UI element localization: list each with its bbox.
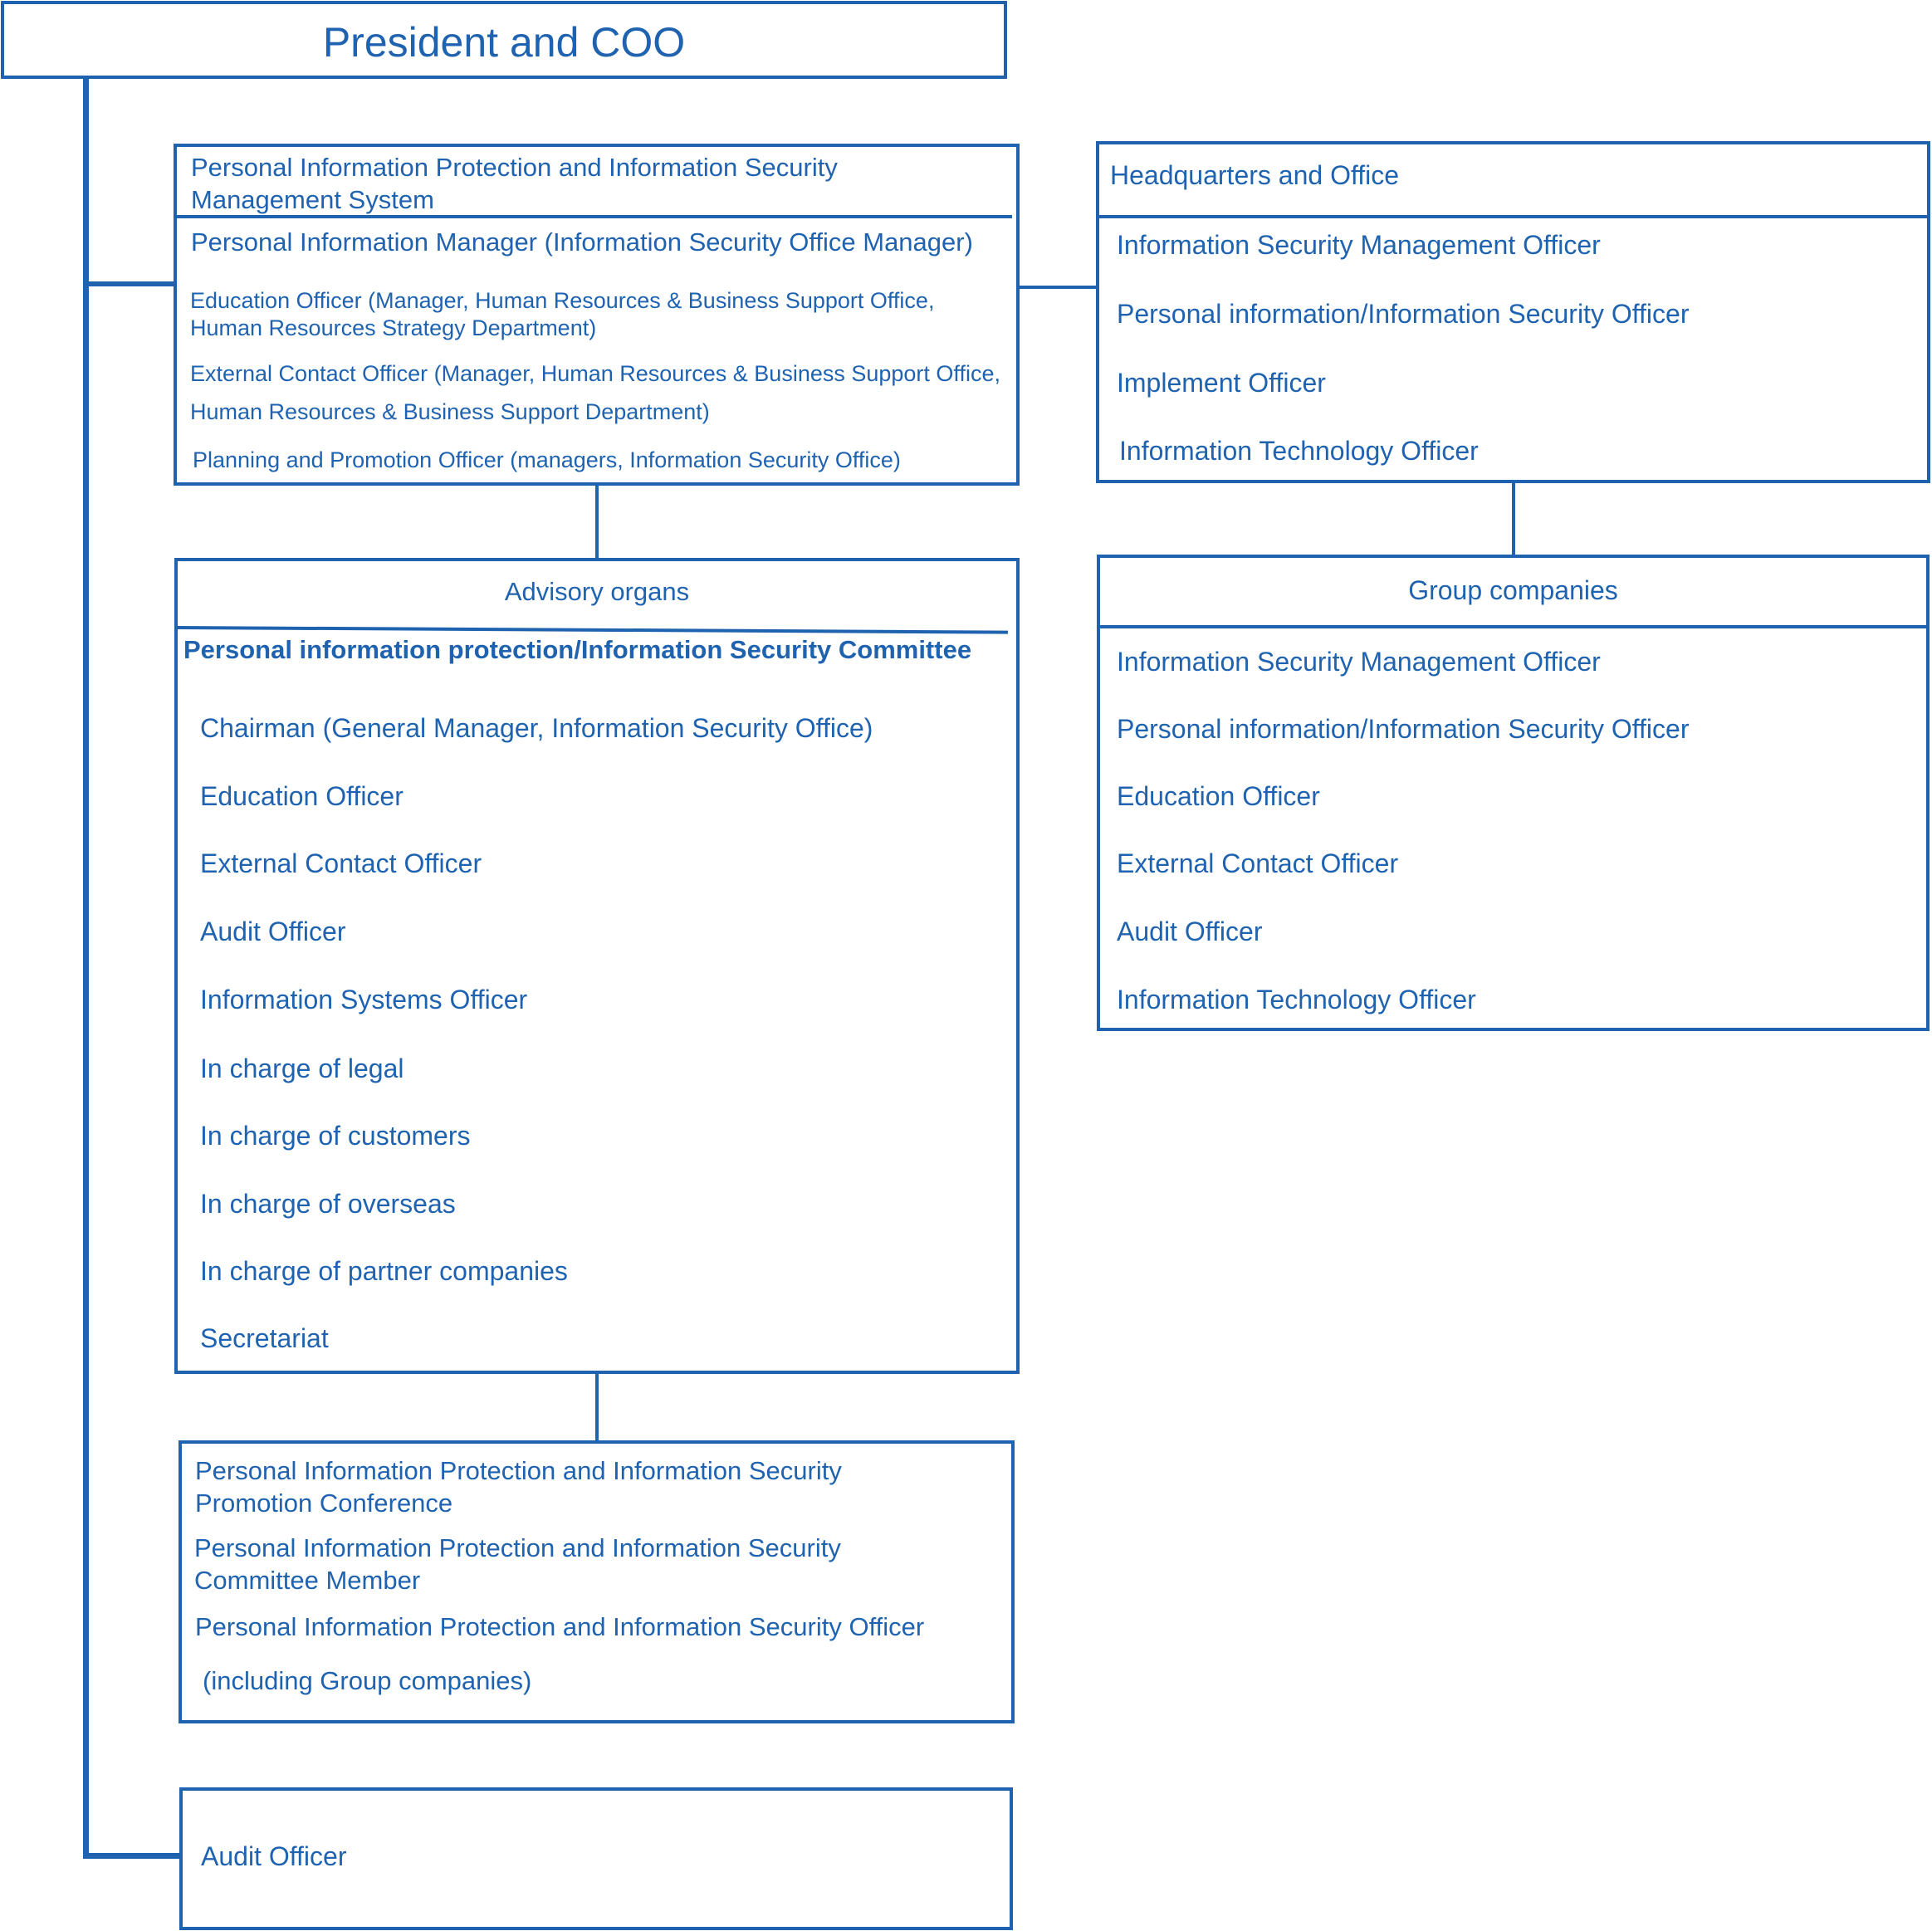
conference-item-committee-member-line2: Committee Member [194,1566,421,1595]
headquarters-item: Information Security Management Officer [1117,230,1601,260]
connector-management [83,281,176,286]
group-divider [1100,625,1926,628]
management-item-external-contact-officer: External Contact Officer (Manager, Human Resources & Business Support Office, [190,361,1000,386]
conference-item-promotion-conference-line2: Promotion Conference [195,1489,453,1518]
advisory-item: In charge of partner companies [200,1256,568,1286]
group-item: Information Security Management Officer [1117,647,1601,677]
connector-conference [595,1371,599,1441]
group-item: Audit Officer [1117,917,1263,946]
advisory-item: External Contact Officer [200,848,482,878]
conference-box [179,1440,1015,1723]
headquarters-box [1096,141,1930,483]
management-item-external-contact-officer-line2: Human Resources & Business Support Department) [190,399,710,424]
group-title: Group companies [1408,575,1618,605]
advisory-item: Education Officer [200,781,404,811]
conference-item-officer: Personal Information Protection and Information Security Officer [195,1612,925,1641]
group-item: External Contact Officer [1117,848,1399,878]
advisory-box [174,558,1020,1374]
advisory-item: Audit Officer [200,917,346,946]
advisory-item: Secretariat [200,1323,329,1353]
advisory-committee: Personal information protection/Information Security Committee [183,635,972,664]
management-item-personal-information-manager: Personal Information Manager (Information Security Office Manager) [191,227,973,257]
group-box [1097,555,1930,1031]
connector-advisory [595,484,599,560]
advisory-item: In charge of legal [200,1053,404,1083]
headquarters-divider [1099,215,1927,218]
advisory-item: Chairman (General Manager, Information Security Office) [200,713,873,743]
connector-group [1512,482,1515,556]
advisory-title: Advisory organs [504,577,690,606]
headquarters-title: Headquarters and Office [1110,160,1400,190]
management-item-planning-promotion-officer: Planning and Promotion Officer (managers, Information Security Office) [193,447,901,472]
conference-item-promotion-conference: Personal Information Protection and Information Security [195,1456,842,1485]
conference-item-committee-member: Personal Information Protection and Information Security [194,1533,841,1562]
management-item-education-officer: Education Officer (Manager, Human Resources & Business Support Office, [190,288,935,313]
advisory-item: In charge of overseas [200,1189,456,1219]
group-item: Personal information/Information Security Officer [1117,714,1690,744]
president-box [1,1,1007,79]
conference-note: (including Group companies) [203,1666,532,1695]
group-item: Information Technology Officer [1117,985,1476,1014]
management-item-education-officer-line2: Human Resources Strategy Department) [190,315,597,340]
advisory-item: In charge of customers [200,1121,471,1151]
trunk-line [83,76,89,1859]
advisory-item: Information Systems Officer [200,985,528,1014]
president-title: President and COO [322,19,686,66]
management-box [174,144,1020,486]
management-title-line2: Management System [191,185,434,214]
connector-headquarters [1016,286,1096,289]
headquarters-item: Implement Officer [1117,368,1326,398]
audit-box [179,1787,1013,1930]
management-divider [177,215,1012,218]
advisory-divider [178,626,1008,634]
audit-label: Audit Officer [201,1841,347,1871]
headquarters-item: Personal information/Information Security Officer [1117,299,1690,329]
headquarters-item: Information Technology Officer [1119,436,1479,466]
management-title-line1: Personal Information Protection and Information Security [191,153,838,182]
group-item: Education Officer [1117,781,1320,811]
connector-audit [83,1853,181,1859]
